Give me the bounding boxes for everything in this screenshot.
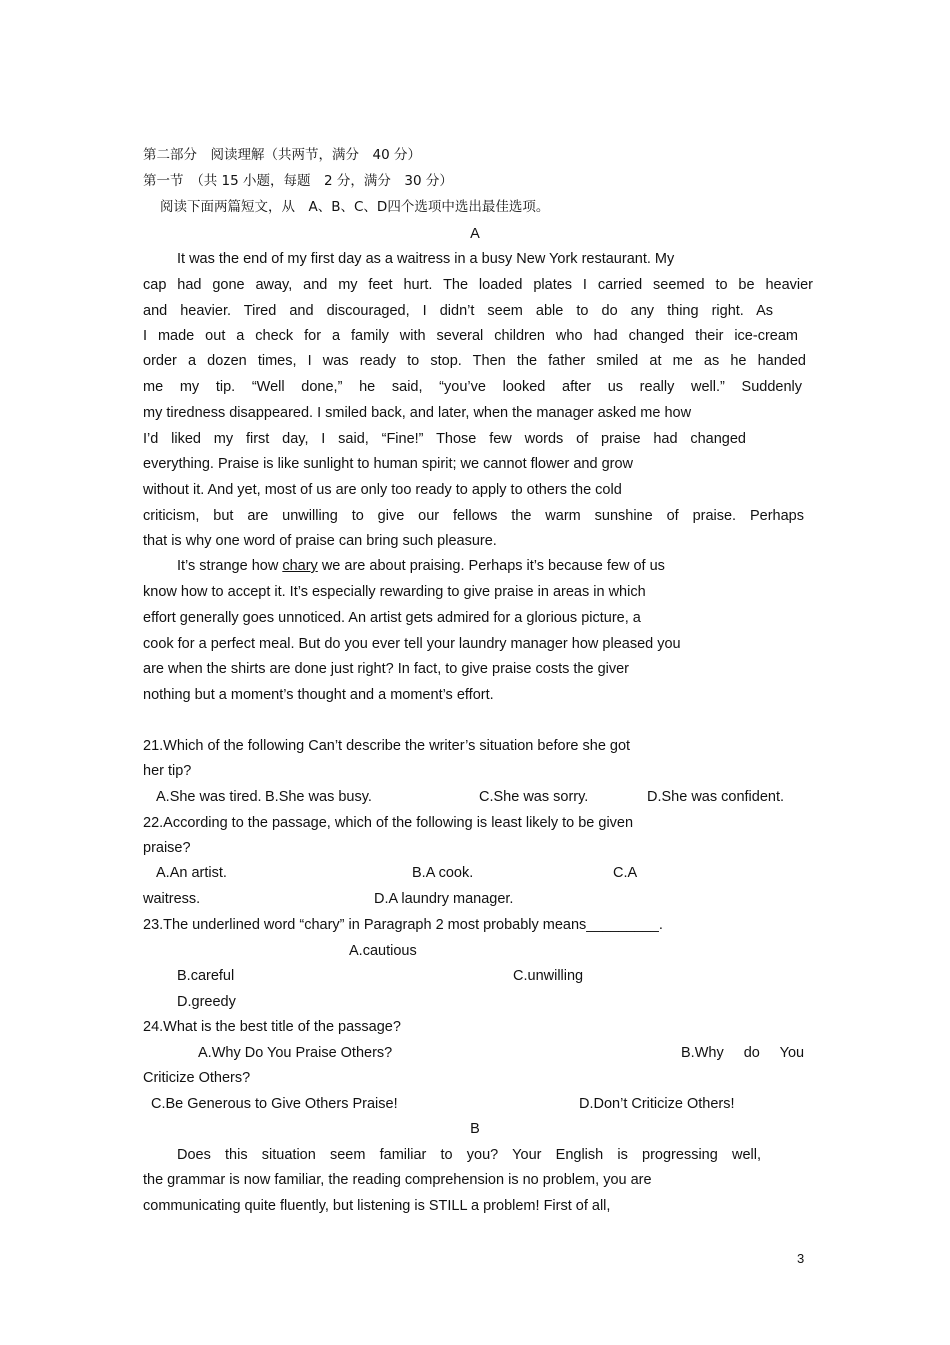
- option-a: A.cautious: [349, 943, 417, 959]
- section-subheading: 第一节 （共 15 小题，每题 2 分，满分 30 分）: [143, 173, 453, 189]
- option-a: A.An artist.: [156, 865, 227, 881]
- option-b: B.careful: [177, 968, 235, 984]
- option-d: D.A laundry manager.: [374, 891, 514, 907]
- p2-text-post: we are about praising. Perhaps it’s because few of us: [317, 558, 665, 574]
- passage-a-line: know how to accept it. It’s especially rewarding to give praise in areas in which: [143, 584, 646, 600]
- question-24: 24.What is the best title of the passage?: [143, 1019, 401, 1035]
- page-number: 3: [797, 1251, 805, 1266]
- question-21-options: [143, 788, 813, 806]
- question-22-cont: praise?: [143, 840, 191, 856]
- p2-text-pre: It’s strange how: [177, 558, 283, 574]
- underlined-word: chary: [282, 558, 318, 574]
- question-24-options: [143, 1044, 813, 1062]
- passage-a-label: A: [470, 226, 480, 242]
- option-c: C.unwilling: [513, 968, 584, 984]
- passage-b-line: the grammar is now familiar, the reading comprehension is no problem, you are: [143, 1172, 652, 1188]
- option-b: B.She was busy.: [265, 789, 372, 805]
- passage-a-line: I made out a check for a family with several children who had changed their ice-cream: [143, 328, 798, 344]
- passage-a-p2-line1: [177, 557, 787, 575]
- question-21-cont: her tip?: [143, 763, 192, 779]
- option-b: B.Why do You: [681, 1045, 805, 1061]
- option-d: D.Don’t Criticize Others!: [579, 1096, 735, 1112]
- passage-a-line: me my tip. “Well done,” he said, “you’ve looked after us really well.” Suddenly: [143, 379, 802, 395]
- question-22: 22.According to the passage, which of the following is least likely to be given: [143, 815, 634, 831]
- option-c-cont: waitress.: [143, 891, 201, 907]
- option-a: A.Why Do You Praise Others?: [198, 1045, 393, 1061]
- passage-a-line: without it. And yet, most of us are only too ready to apply to others the cold: [143, 482, 622, 498]
- passage-a-line: cap had gone away, and my feet hurt. The loaded plates I carried seemed to be heavier: [143, 277, 813, 293]
- option-b-cont: Criticize Others?: [143, 1070, 251, 1086]
- passage-a-line: order a dozen times, I was ready to stop. Then the father smiled at me as he handed: [143, 353, 806, 369]
- option-a: A.She was tired.: [156, 789, 262, 805]
- passage-a-line: It was the end of my first day as a waitress in a busy New York restaurant. My: [177, 251, 675, 267]
- passage-a-line: nothing but a moment’s thought and a moment’s effort.: [143, 687, 494, 703]
- passage-a-line: effort generally goes unnoticed. An artist gets admired for a glorious picture, a: [143, 610, 641, 626]
- question-21: 21.Which of the following Can’t describe the writer’s situation before she got: [143, 738, 631, 754]
- question-23: 23.The underlined word “chary” in Paragraph 2 most probably means_________.: [143, 917, 663, 933]
- section-heading: 第二部分 阅读理解（共两节，满分 40 分）: [143, 147, 421, 163]
- option-c: C.Be Generous to Give Others Praise!: [151, 1096, 398, 1112]
- option-c: C.She was sorry.: [479, 789, 589, 805]
- option-d: D.greedy: [177, 994, 236, 1010]
- passage-a-line: that is why one word of praise can bring such pleasure.: [143, 533, 497, 549]
- passage-a-line: are when the shirts are done just right? In fact, to give praise costs the giver: [143, 661, 630, 677]
- question-22-options: [143, 864, 813, 882]
- passage-a-line: cook for a perfect meal. But do you ever tell your laundry manager how pleased you: [143, 636, 681, 652]
- passage-a-line: my tiredness disappeared. I smiled back, and later, when the manager asked me how: [143, 405, 692, 421]
- passage-b-line: Does this situation seem familiar to you? Your English is progressing well,: [177, 1147, 761, 1163]
- question-23-options: [143, 967, 813, 985]
- passage-a-line: criticism, but are unwilling to give our fellows the warm sunshine of praise. Perhaps: [143, 508, 804, 524]
- passage-b-label: B: [470, 1121, 480, 1137]
- passage-a-line: I’d liked my first day, I said, “Fine!” Those few words of praise had changed: [143, 431, 746, 447]
- passage-a-line: and heavier. Tired and discouraged, I didn’t seem able to do any thing right. As: [143, 303, 773, 319]
- instruction: 阅读下面两篇短文，从 A、B、C、D四个选项中选出最佳选项。: [160, 199, 550, 215]
- option-c: C.A: [613, 865, 638, 881]
- option-b: B.A cook.: [412, 865, 474, 881]
- passage-b-line: communicating quite fluently, but listening is STILL a problem! First of all,: [143, 1198, 611, 1214]
- question-22-options-cont: [143, 890, 813, 908]
- passage-a-line: everything. Praise is like sunlight to human spirit; we cannot flower and grow: [143, 456, 634, 472]
- question-24-options-cont: [143, 1095, 813, 1113]
- option-d: D.She was confident.: [647, 789, 785, 805]
